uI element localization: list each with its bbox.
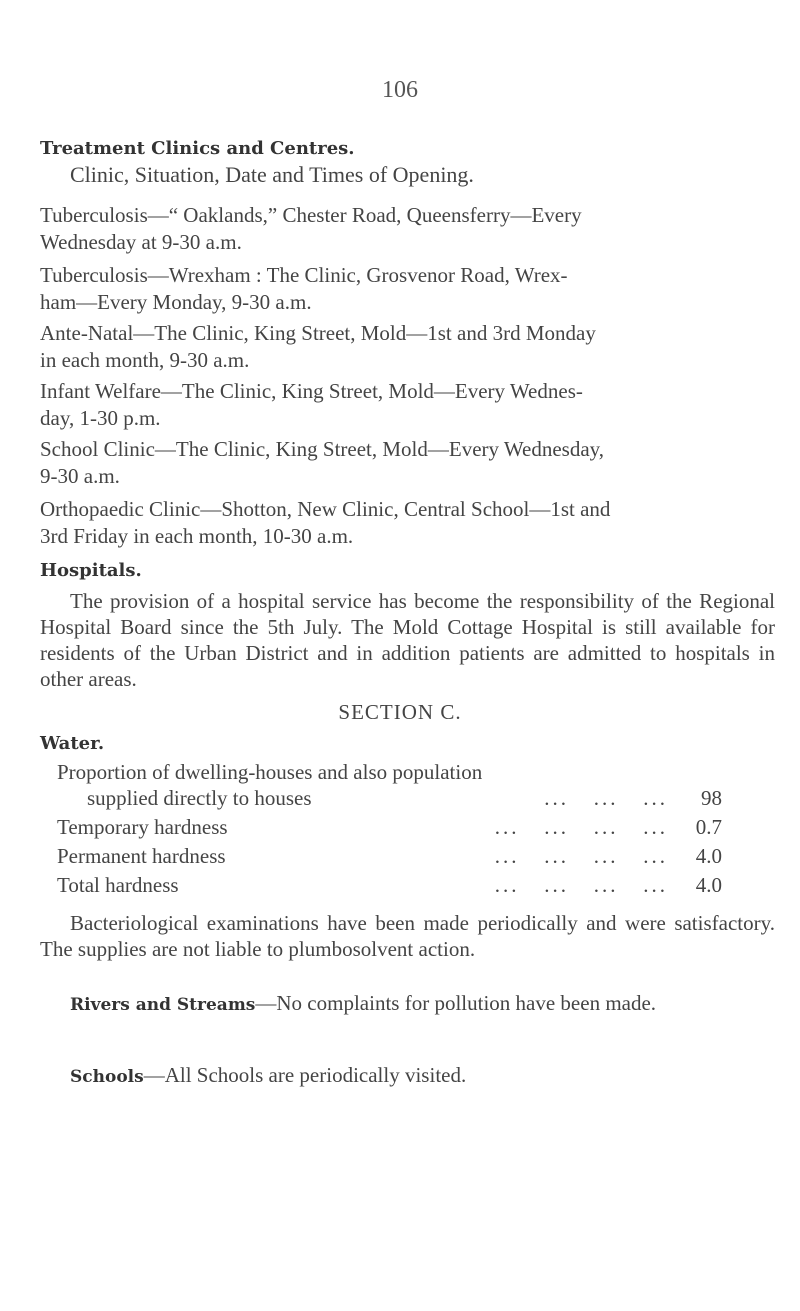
water-row (57, 786, 722, 815)
clinic-entry (40, 320, 770, 374)
water-row-label: Temporary hardness (57, 815, 228, 839)
clinic-entry (40, 262, 770, 316)
clinic-entry-line: Wednesday at 9-30 a.m. (40, 230, 242, 254)
clinic-entry-line: Ante-Natal—The Clinic, King Street, Mold—1st and 3rd Monday (40, 321, 596, 345)
clinic-entry (40, 496, 770, 550)
section-title: SECTION C. (338, 700, 462, 724)
water-row-label: Total hardness (57, 873, 179, 897)
clinic-entry-line: Infant Welfare—The Clinic, King Street, Mold—Every Wednes- (40, 379, 583, 403)
schools-text: —All Schools are periodically visited. (143, 1063, 467, 1087)
clinic-entry-line: 9-30 a.m. (40, 464, 120, 488)
clinic-entry-line: Orthopaedic Clinic—Shotton, New Clinic, Central School—1st and (40, 497, 611, 521)
leader-dots: ... ... ... ... (494, 844, 668, 868)
leader-dots: ... ... ... ... (494, 873, 668, 897)
clinic-entry (40, 202, 770, 256)
page-number: 106 (382, 77, 418, 103)
clinic-entry-line: 3rd Friday in each month, 10-30 a.m. (40, 524, 354, 548)
rivers-lead: Rivers and Streams (70, 995, 256, 1015)
water-heading: Water. (40, 733, 105, 754)
clinic-entry (40, 436, 770, 490)
water-row (57, 844, 722, 873)
clinic-entry-line: Tuberculosis—“ Oaklands,” Chester Road, Queensferry—Every (40, 203, 582, 227)
clinic-entry-line: in each month, 9-30 a.m. (40, 348, 250, 372)
clinic-entry-line: School Clinic—The Clinic, King Street, Mold—Every Wednesday, (40, 437, 605, 461)
hospitals-paragraph: The provision of a hospital service has become the responsibility of the Regional Hospital Board since the 5th July. The Mold Cottage Hospital is still available for residents of the Urban District and in addition patients are admitted to hospitals in other areas. (40, 589, 775, 691)
rivers-text: —No complaints for pollution have been made. (255, 991, 657, 1015)
clinic-entry (40, 378, 770, 432)
hospitals-heading: Hospitals. (40, 560, 142, 581)
clinics-heading: Treatment Clinics and Centres. (40, 138, 355, 159)
clinics-subheading: Clinic, Situation, Date and Times of Opening. (70, 162, 474, 187)
water-paragraph: Bacteriological examinations have been made periodically and were satisfactory. The supplies are not liable to plumbosolvent action. (40, 911, 775, 961)
clinic-entry-line: day, 1-30 p.m. (40, 406, 161, 430)
water-row-value: 98 (701, 786, 722, 810)
water-row-value: 0.7 (695, 815, 722, 839)
water-row-value: 4.0 (695, 873, 722, 897)
water-row-label: Proportion of dwelling-houses and also population (57, 760, 483, 784)
rivers-paragraph (40, 990, 775, 1018)
water-row (57, 815, 722, 844)
schools-lead: Schools (70, 1067, 144, 1087)
clinic-entry-line: Tuberculosis—Wrexham : The Clinic, Grosvenor Road, Wrex- (40, 263, 568, 287)
water-table (57, 786, 722, 902)
schools-paragraph (40, 1062, 775, 1090)
water-row-label: supplied directly to houses (87, 786, 312, 810)
water-row-label: Permanent hardness (57, 844, 226, 868)
leader-dots: ... ... ... (544, 786, 668, 810)
water-row (57, 873, 722, 902)
clinic-entry-line: ham—Every Monday, 9-30 a.m. (40, 290, 312, 314)
water-row-value: 4.0 (695, 844, 722, 868)
leader-dots: ... ... ... ... (494, 815, 668, 839)
